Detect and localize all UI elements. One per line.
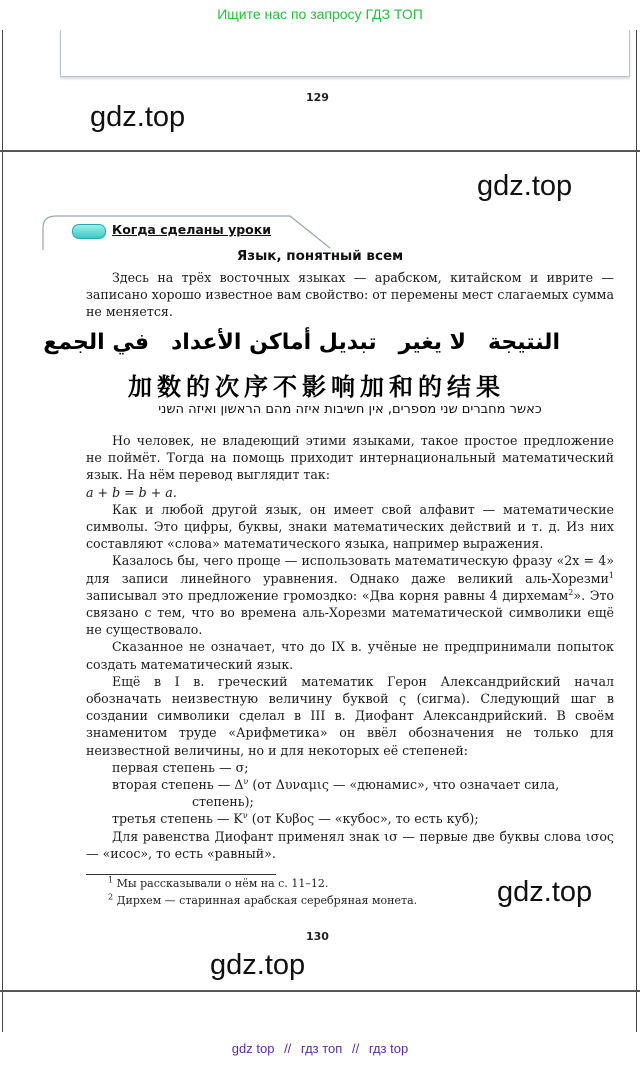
previous-page-number: 129: [306, 91, 329, 104]
link-gdz-top[interactable]: gdz top: [231, 1041, 275, 1056]
page-border-right: [636, 152, 637, 990]
main-text: [86, 432, 614, 862]
link-gdz-top-mixed[interactable]: гдз top: [368, 1041, 409, 1056]
page-border-left: [2, 152, 3, 990]
arabic-word: لا يغير: [398, 330, 467, 355]
paragraph-part: Казалось бы, чего проще — использовать математическую фразу «2x = 4» для записи линейного уравнения. Однако даже великий аль-Хорезми: [86, 553, 614, 586]
intro-paragraph: [86, 269, 614, 321]
chinese-sentence: 加数的次序不影响加和的结果: [128, 372, 505, 401]
paragraph-part: записывал это предложение громоздко: «Два корня равны 4 дирхемам: [86, 587, 569, 603]
section-tab-label: Когда сделаны уроки: [112, 222, 272, 237]
footnote-2: [108, 894, 417, 907]
section-marker-icon: [72, 224, 106, 239]
power-item-3: третья степень — $K^\nu$ (от Kυβος — «кубос», то есть куб);: [112, 811, 479, 827]
paragraph-part: ». Это связано с тем, что во времена аль-Хорезми математической символики ещё не существовало.: [86, 587, 615, 638]
previous-page-box: [60, 30, 630, 77]
intro-text: Здесь на трёх восточных языках — арабском, китайском и иврите — записано хорошо известное вам свойство: от перемены мест слагаемых сумма не меняется.: [86, 270, 614, 320]
search-banner[interactable]: Ищите нас по запросу ГДЗ ТОП: [217, 6, 423, 22]
formula: a + b = b + a.: [86, 484, 177, 500]
link-separator: //: [351, 1041, 360, 1056]
watermark: gdz.top: [210, 949, 306, 981]
link-gdz-top-ru[interactable]: гдз топ: [300, 1041, 343, 1056]
footnote-mark: 1: [108, 875, 114, 885]
footnote-text: Мы рассказывали о нём на с. 11–12.: [116, 877, 329, 890]
hebrew-sentence: כאשר מחברים שני מספרים, אין חשיבות איזה מהם הראשון ואיזה השני: [158, 402, 542, 417]
footnote-1: [108, 877, 328, 890]
paragraph: Как и любой другой язык, он имеет свой алфавит — математические символы. Это цифры, буквы, знаки математических действий и т. д. Из них составляют «слова» математического языка, например выражения.: [86, 501, 614, 552]
paragraph: Но человек, не владеющий этими языками, такое простое предложение не поймёт. Тогда на помощь приходит интернациональный математический язык. На нём перевод выглядит так:: [86, 433, 614, 483]
paragraph: Ещё в I в. греческий математик Герон Александрийский начал обозначать неизвестную величину буквой ς (сигма). Следующий шаг в создании символики сделал в III в. Диофант Александрийский. В своём знаменитом труде «Арифметика» он ввёл обозначения не только для неизвестной величины, но и для некоторых её степеней:: [86, 673, 614, 758]
footnote-ref[interactable]: 1: [608, 570, 614, 580]
arabic-word: تبديل أماكن الأعداد: [170, 330, 377, 355]
link-separator: //: [284, 1041, 292, 1056]
power-item-2: вторая степень — $\Delta^\nu$ (от Δυναμις — «дюнамис», что означает сила,: [112, 776, 560, 793]
watermark: gdz.top: [497, 876, 593, 908]
page-number: 130: [306, 930, 329, 943]
power-item-1: первая степень — σ;: [112, 759, 249, 775]
page-border-left: [2, 30, 3, 150]
paragraph: Для равенства Диофант применял знак ισ — первые две буквы слова ισος — «исос», то есть «равный».: [86, 828, 614, 861]
page-border-right: [636, 30, 637, 150]
watermark: gdz.top: [90, 101, 186, 133]
paragraph: [86, 552, 614, 638]
footnote-ref[interactable]: 2: [568, 587, 574, 597]
bottom-links: [0, 1041, 640, 1056]
section-tab: [42, 214, 332, 250]
page-border-right: [636, 992, 637, 1032]
footnote-divider: [86, 874, 276, 875]
page-separator: [0, 990, 640, 992]
arabic-word: في الجمع: [43, 330, 149, 355]
paragraph: Сказанное не означает, что до IX в. учёные не предпринимали попыток создать математический язык.: [86, 639, 614, 672]
footnote-text: Дирхем — старинная арабская серебряная монета.: [116, 894, 418, 907]
watermark: gdz.top: [477, 170, 573, 202]
page-border-left: [2, 992, 3, 1032]
page-separator: [0, 150, 640, 152]
power-item-2-continuation: степень);: [192, 794, 254, 810]
section-heading: Язык, понятный всем: [236, 248, 404, 264]
arabic-word: النتيجة: [488, 330, 560, 355]
arabic-sentence: [43, 330, 560, 355]
footnote-mark: 2: [108, 892, 114, 902]
